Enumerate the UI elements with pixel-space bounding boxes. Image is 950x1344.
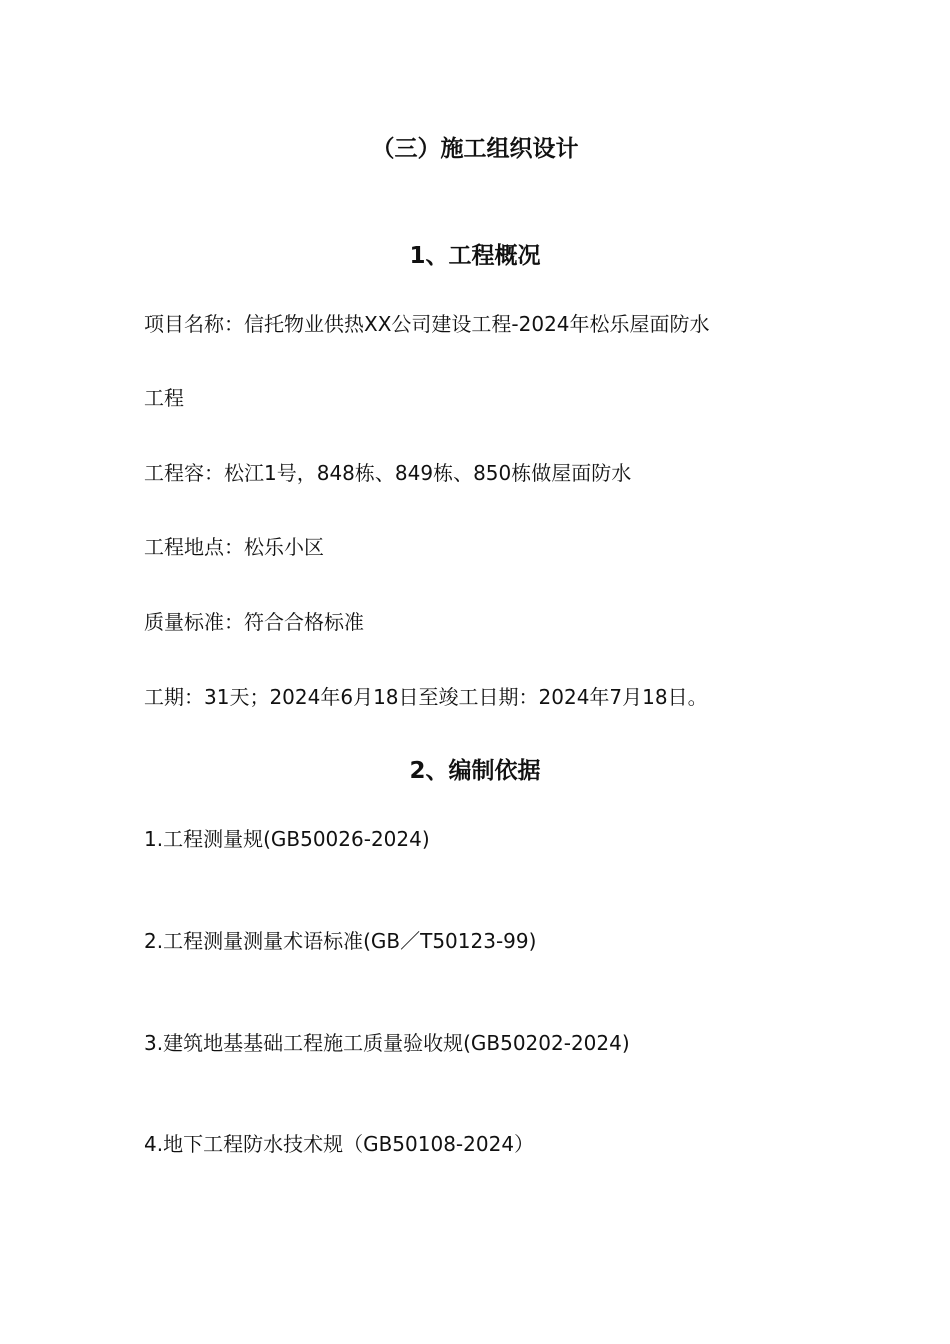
project-content: 工程容：松江1号，848栋、849栋、850栋做屋面防水 — [144, 461, 632, 485]
project-location: 工程地点：松乐小区 — [144, 535, 324, 559]
basis-item: 1.工程测量规(GB50026-2024) — [144, 827, 430, 851]
page-title: （三）施工组织设计 — [371, 136, 579, 162]
basis-item: 4.地下工程防水技术规（GB50108-2024） — [144, 1132, 535, 1156]
project-name-line2: 工程 — [144, 386, 184, 410]
section-heading-overview: 1、工程概况 — [409, 243, 541, 269]
project-duration: 工期：31天；2024年6月18日至竣工日期：2024年7月18日。 — [144, 685, 708, 709]
quality-standard: 质量标准：符合合格标准 — [144, 610, 364, 634]
project-name-line1: 项目名称：信托物业供热XX公司建设工程-2024年松乐屋面防水 — [144, 312, 710, 336]
section-heading-basis: 2、编制依据 — [409, 758, 541, 784]
basis-item: 3.建筑地基基础工程施工质量验收规(GB50202-2024) — [144, 1031, 630, 1055]
basis-item: 2.工程测量测量术语标准(GB／T50123-99) — [144, 929, 537, 953]
